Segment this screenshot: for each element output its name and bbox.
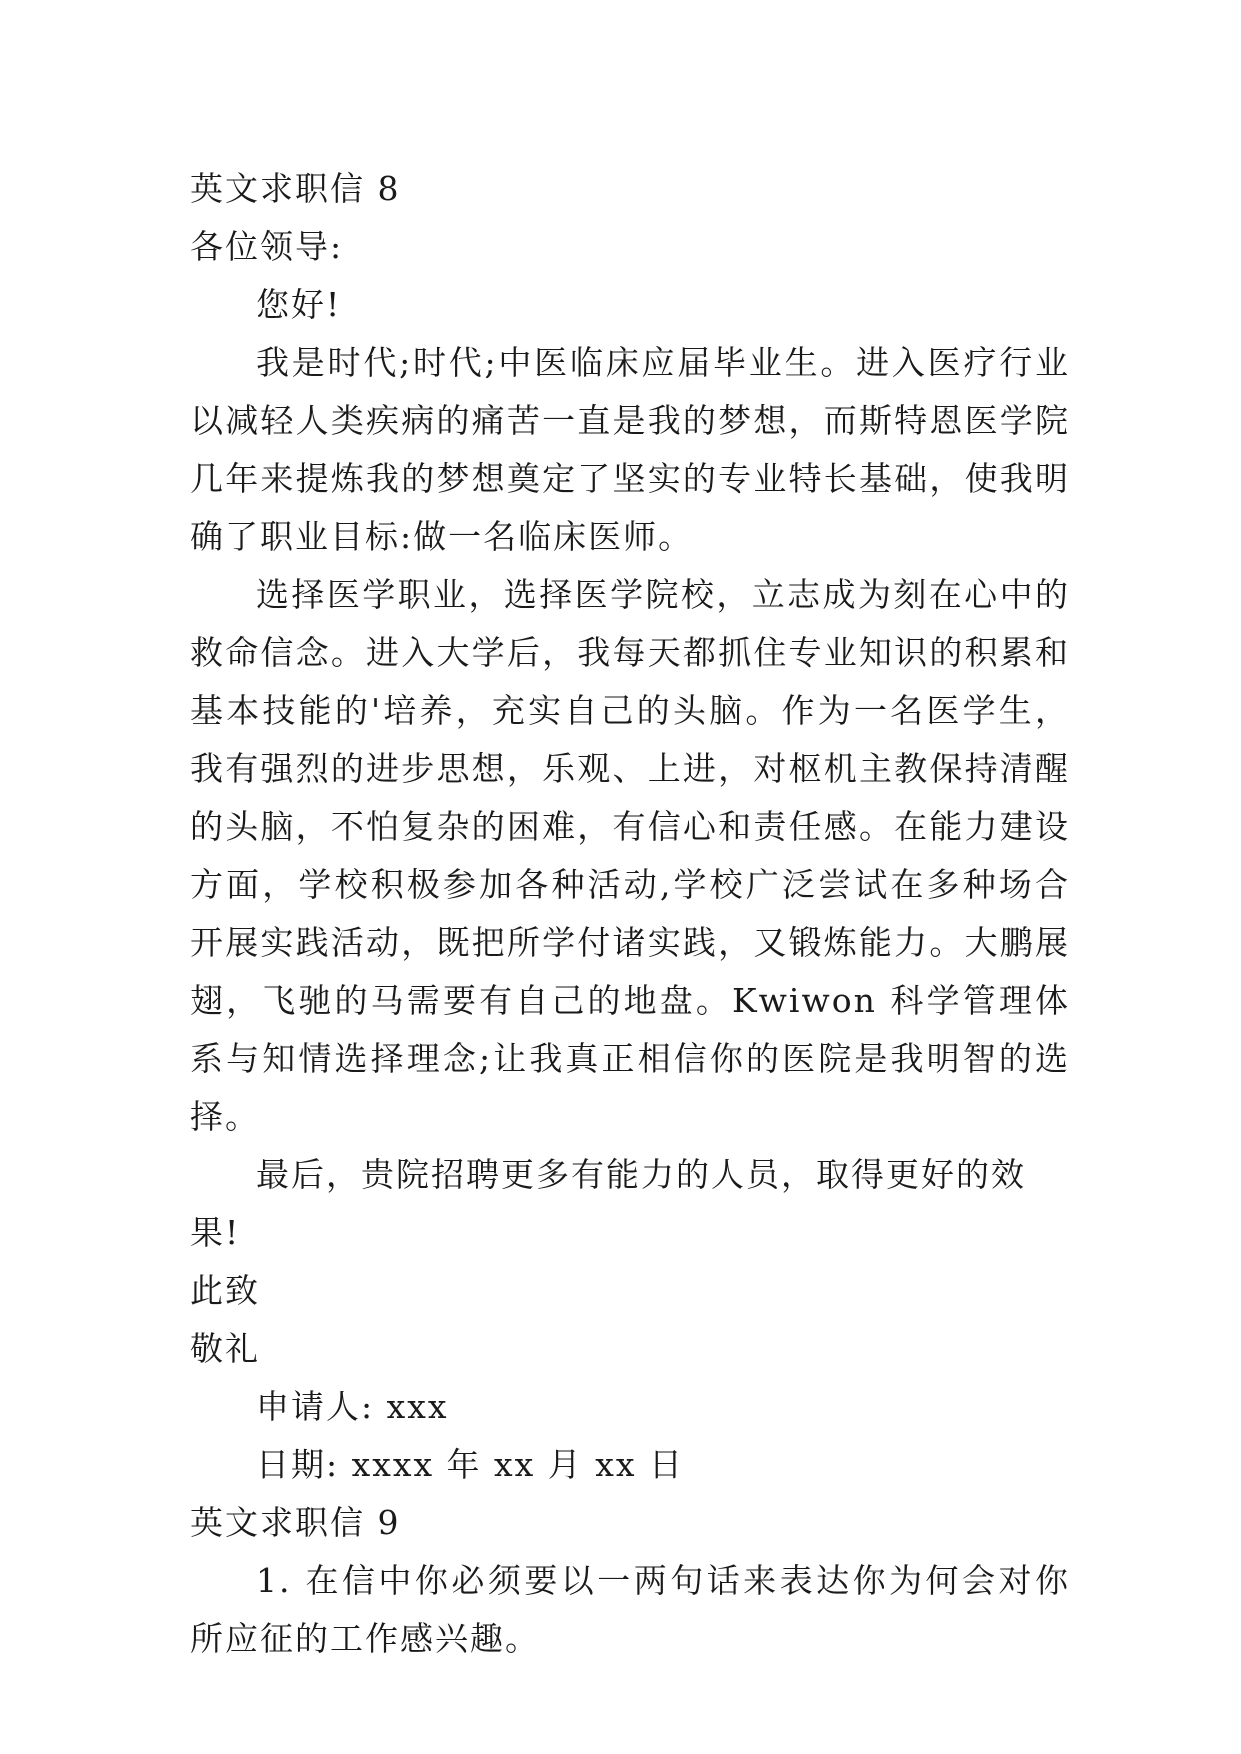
closing-line-1: 此致 [190, 1271, 260, 1310]
paragraph-3: 最后，贵院招聘更多有能力的人员，取得更好的效果! [190, 1155, 1026, 1252]
document-body [190, 160, 1070, 1668]
closing-line-2: 敬礼 [190, 1329, 260, 1368]
date-line: 日期: xxxx 年 xx 月 xx 日 [256, 1445, 684, 1484]
salutation: 各位领导: [190, 227, 344, 266]
paragraph-1: 我是时代;时代;中医临床应届毕业生。进入医疗行业以减轻人类疾病的痛苦一直是我的梦想，而斯特恩医学院几年来提炼我的梦想奠定了坚实的专业特长基础，使我明确了职业目标:做一名临床医师。 [190, 343, 1070, 556]
section-heading-8: 英文求职信 8 [190, 169, 401, 208]
section-heading-9: 英文求职信 9 [190, 1503, 401, 1542]
paragraph-2: 选择医学职业，选择医学院校，立志成为刻在心中的救命信念。进入大学后，我每天都抓住专业知识的积累和基本技能的'培养，充实自己的头脑。作为一名医学生，我有强烈的进步思想，乐观、上进，对枢机主教保持清醒的头脑，不怕复杂的困难，有信心和责任感。在能力建设方面，学校积极参加各种活动,学校广泛尝试在多种场合开展实践活动，既把所学付诸实践，又锻炼能力。大鹏展翅，飞驰的马需要有自己的地盘。Kwiwon 科学管理体系与知情选择理念;让我真正相信你的医院是我明智的选择。 [190, 575, 1070, 1136]
applicant-line: 申请人: xxx [256, 1387, 449, 1426]
list-item-1: 1. 在信中你必须要以一两句话来表达你为何会对你所应征的工作感兴趣。 [190, 1561, 1070, 1658]
greeting: 您好! [256, 285, 342, 324]
